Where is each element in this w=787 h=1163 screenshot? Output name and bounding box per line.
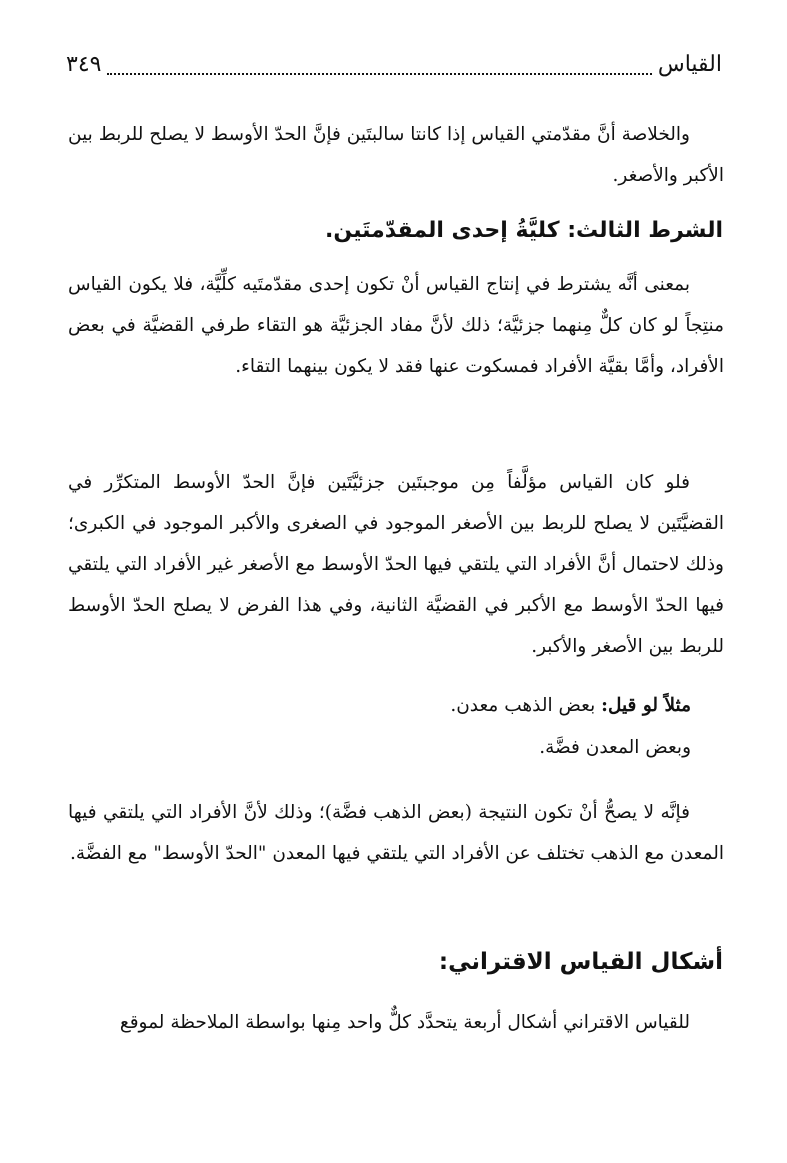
- paragraph-two-particular-premises: فلو كان القياس مؤلَّفاً مِن موجبتَين جزئيَّتَين فإنَّ الحدّ الأوسط المتكرِّر في القضيَّتَين لا يصلح للربط بين الأصغر الموجود في الصغرى والأكبر الموجود في الكبرى؛ وذلك لاحتمال أنَّ الأفراد التي يلتقي فيها الحدّ الأوسط مع الأصغر غير الأفراد التي يلتقي فيها الحدّ الأوسط مع الأكبر في القضيَّة الثانية، وفي هذا الفرض لا يصلح الحدّ الأوسط للربط بين الأصغر والأكبر.: [68, 472, 724, 657]
- example-lead: مثلاً لو قيل:: [601, 695, 691, 716]
- header-dot-leader: [107, 73, 651, 75]
- example-premise-1: بعض الذهب معدن.: [450, 695, 596, 716]
- paragraph-summary: والخلاصة أنَّ مقدّمتي القياس إذا كانتا سالبتَين فإنَّ الحدّ الأوسط لا يصلح للربط بين الأكبر والأصغر.: [68, 124, 724, 186]
- running-header: [66, 46, 722, 84]
- page-number: ٣٤٩: [66, 52, 102, 77]
- example-line-1: [450, 688, 691, 724]
- paragraph-invalid-conclusion: فإنَّه لا يصحُّ أنْ تكون النتيجة (بعض الذهب فضَّة)؛ وذلك لأنَّ الأفراد التي يلتقي فيها المعدن مع الذهب تختلف عن الأفراد التي يلتقي فيها المعدن "الحدّ الأوسط" مع الفضَّة.: [68, 802, 724, 864]
- paragraph-universal-premise: بمعنى أنَّه يشترط في إنتاج القياس أنْ تكون إحدى مقدّمتَيه كلِّيَّة، فلا يكون القياس منتِجاً لو كان كلٌّ مِنهما جزئيَّة؛ ذلك لأنَّ مفاد الجزئيَّة هو التقاء طرفي القضيَّة في بعض الأفراد، وأمَّا بقيَّة الأفراد فمسكوت عنها فقد لا يكون بينهما التقاء.: [68, 274, 724, 377]
- example-premise-2: وبعض المعدن فضَّة.: [539, 737, 691, 758]
- header-title: القياس: [657, 52, 722, 77]
- paragraph-four-figures: للقياس الاقتراني أشكال أربعة يتحدَّد كلٌّ واحد مِنها بواسطة الملاحظة لموقع: [119, 1012, 690, 1033]
- section-heading-figures: أشكال القياس الاقتراني:: [438, 949, 723, 975]
- condition-three-heading: الشرط الثالث: كليَّةُ إحدى المقدّمتَين.: [325, 218, 723, 243]
- example-line-2: [539, 730, 691, 766]
